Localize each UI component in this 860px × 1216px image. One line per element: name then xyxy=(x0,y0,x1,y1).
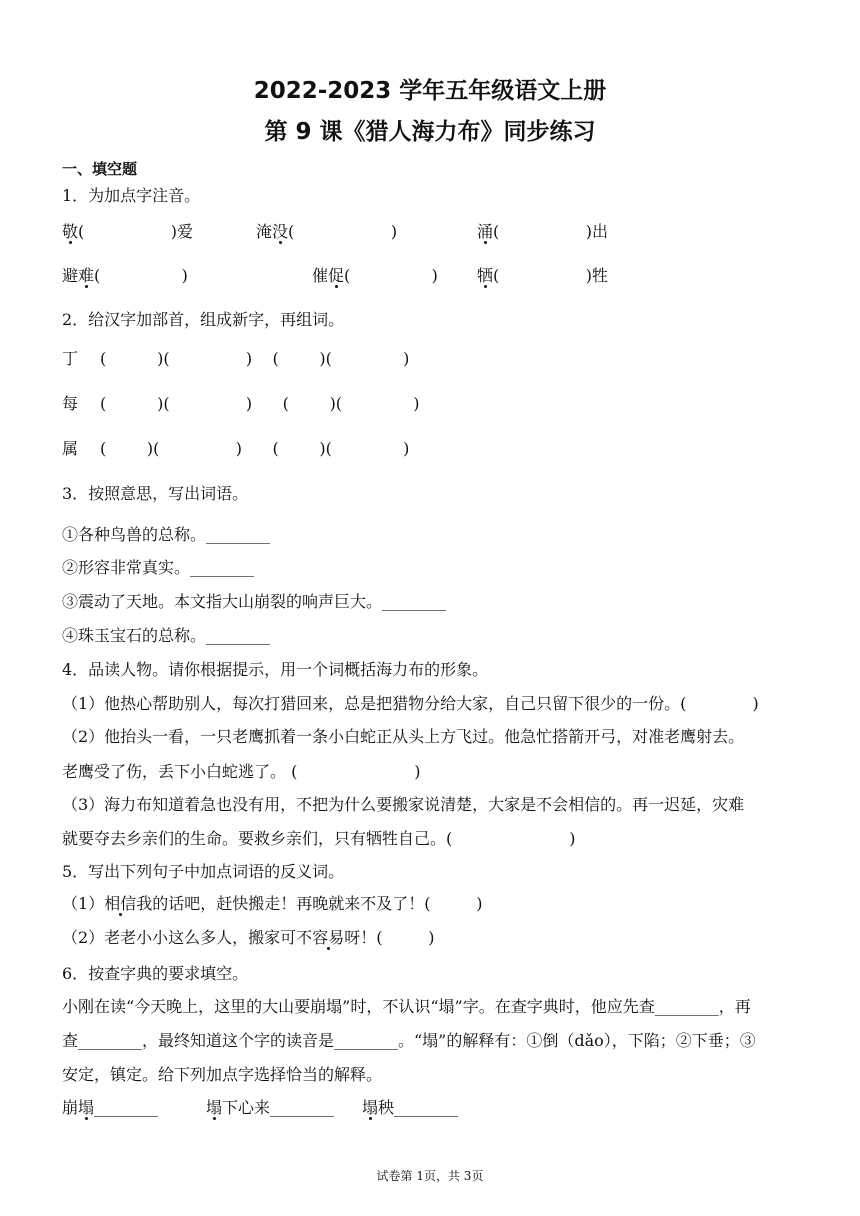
q6-line-3: 安定，镇定。给下列加点字选择恰当的解释。 xyxy=(62,1065,383,1084)
q6-word-3: 塌秧________ xyxy=(362,1098,459,1117)
q3-line: ②形容非常真实。________ xyxy=(62,558,255,577)
q1-item-c: 涌( )出 xyxy=(477,222,608,241)
q1-item-e: 催促( ) xyxy=(312,266,438,285)
q2-stem: 2．给汉字加部首，组成新字，再组词。 xyxy=(62,310,345,329)
q6-line-2: 查________，最终知道这个字的读音是________。“塌”的解释有：①倒（dǎo），下陷；②下垂；③ xyxy=(62,1031,756,1050)
q2-row-char: 每 xyxy=(62,394,79,413)
q1-stem: 1．为加点字注音。 xyxy=(62,186,201,205)
q2-row-blanks: ( )( ) ( )( ) xyxy=(100,394,420,413)
section-heading: 一、填空题 xyxy=(62,160,138,178)
q5-sentence-2: （2）老老小小这么多人，搬家可不容易呀！( ) xyxy=(62,928,435,947)
q2-row-char: 丁 xyxy=(62,349,79,368)
q4-stem: 4．品读人物。请你根据提示，用一个词概括海力布的形象。 xyxy=(62,660,489,679)
q3-line: ①各种鸟兽的总称。________ xyxy=(62,525,271,544)
q3-line: ④珠玉宝石的总称。________ xyxy=(62,626,271,645)
title-line-2: 第 9 课《猎人海力布》同步练习 xyxy=(264,119,596,145)
q1-item-d: 避难( ) xyxy=(62,266,188,285)
q5-stem: 5．写出下列句子中加点词语的反义词。 xyxy=(62,862,345,881)
title-line-1: 2022-2023 学年五年级语文上册 xyxy=(253,78,607,104)
q2-row-char: 属 xyxy=(62,439,79,458)
q3-line: ③震动了天地。本文指大山崩裂的响声巨大。________ xyxy=(62,592,447,611)
q3-stem: 3．按照意思，写出词语。 xyxy=(62,484,249,503)
q6-word-1: 崩塌________ xyxy=(62,1098,159,1117)
page-footer: 试卷第 1页，共 3页 xyxy=(376,1169,484,1183)
q6-word-2: 塌下心来________ xyxy=(206,1098,335,1117)
q2-row-blanks: ( )( ) ( )( ) xyxy=(100,439,410,458)
q4-part-1: （1）他热心帮助别人，每次打猎回来，总是把猎物分给大家，自己只留下很少的一份。( ) xyxy=(62,694,759,713)
q1-item-b: 淹没( ) xyxy=(256,222,398,241)
q4-part-3-line-1: （3）海力布知道着急也没有用，不把为什么要搬家说清楚，大家是不会相信的。再一迟延，灾难 xyxy=(62,795,745,814)
q6-line-1: 小刚在读“今天晚上，这里的大山要崩塌”时，不认识“塌”字。在查字典时，他应先查________，再 xyxy=(62,997,751,1016)
q4-part-3-line-2: 就要夺去乡亲们的生命。要救乡亲们，只有牺牲自己。( ) xyxy=(62,829,576,848)
q1-item-a: 敬( )爱 xyxy=(62,222,193,241)
q4-part-2-line-2: 老鹰受了伤，丢下小白蛇逃了。 ( ) xyxy=(62,762,421,781)
q5-sentence-1: （1）相信我的话吧，赶快搬走！再晚就来不及了！( ) xyxy=(62,894,483,913)
q4-part-2-line-1: （2）他抬头一看，一只老鹰抓着一条小白蛇正从头上方飞过。他急忙搭箭开弓，对准老鹰射去。 xyxy=(62,727,745,746)
q6-stem: 6．按查字典的要求填空。 xyxy=(62,964,249,983)
q2-row-blanks: ( )( ) ( )( ) xyxy=(100,349,410,368)
q1-item-f: 牺( )牲 xyxy=(477,266,608,285)
